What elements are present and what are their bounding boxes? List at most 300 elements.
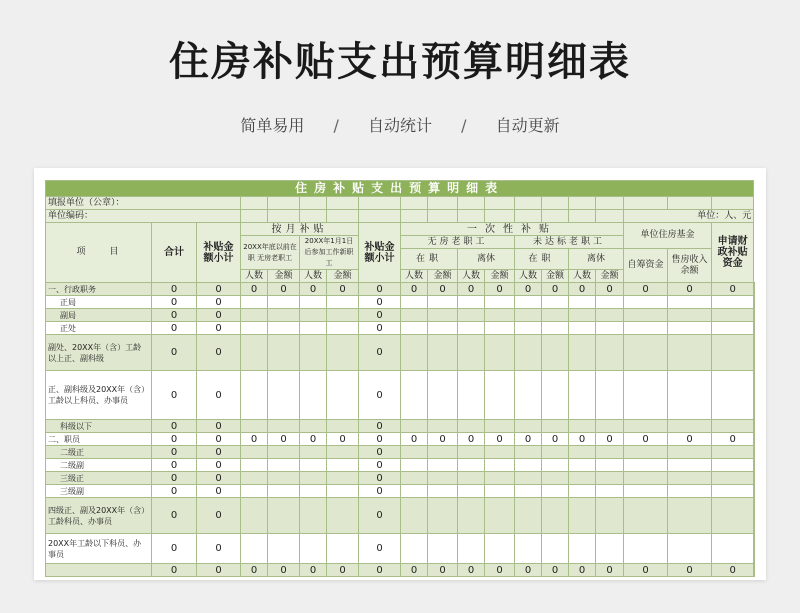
table-cell bbox=[515, 296, 542, 309]
table-cell bbox=[712, 498, 754, 534]
table-cell bbox=[712, 534, 754, 564]
table-cell: 0 bbox=[569, 564, 596, 577]
table-cell bbox=[458, 309, 485, 322]
table-cell bbox=[542, 472, 569, 485]
table-cell: 0 bbox=[596, 433, 624, 446]
table-cell: 0 bbox=[485, 564, 515, 577]
table-cell: 0 bbox=[152, 371, 197, 420]
table-cell bbox=[268, 296, 300, 309]
table-row bbox=[46, 534, 755, 564]
table-cell bbox=[569, 446, 596, 459]
table-cell bbox=[569, 485, 596, 498]
table-cell bbox=[268, 446, 300, 459]
table-cell: 0 bbox=[197, 283, 241, 296]
table-cell bbox=[485, 335, 515, 371]
table-cell: 0 bbox=[197, 485, 241, 498]
table-cell bbox=[327, 309, 359, 322]
table-cell: 0 bbox=[359, 446, 401, 459]
subtitle-item: 自动更新 bbox=[495, 116, 560, 135]
table-cell bbox=[300, 371, 327, 420]
table-cell bbox=[327, 485, 359, 498]
table-cell bbox=[485, 485, 515, 498]
header-monthly: 按月补贴 bbox=[241, 223, 359, 236]
header-amount: 金额 bbox=[542, 270, 569, 283]
currency-note: 单位：人、元 bbox=[624, 210, 754, 223]
table-cell bbox=[712, 485, 754, 498]
table-cell bbox=[268, 534, 300, 564]
header-sales-income: 售房收入余额 bbox=[668, 249, 712, 283]
table-cell bbox=[241, 446, 268, 459]
header-subsidy-subtotal: 补贴金额小计 bbox=[197, 223, 241, 283]
table-row bbox=[46, 498, 755, 534]
table-cell: 0 bbox=[197, 446, 241, 459]
table-cell bbox=[327, 420, 359, 433]
header-subsidy-subtotal-2: 补贴金额小计 bbox=[359, 223, 401, 283]
table-cell: 0 bbox=[197, 371, 241, 420]
table-cell: 0 bbox=[359, 335, 401, 371]
table-cell bbox=[624, 459, 668, 472]
table-cell bbox=[712, 322, 754, 335]
table-cell bbox=[668, 322, 712, 335]
subtitle-item: 自动统计 bbox=[367, 116, 432, 135]
table-cell bbox=[542, 309, 569, 322]
table-cell: 0 bbox=[515, 433, 542, 446]
header-amount: 金额 bbox=[596, 270, 624, 283]
table-cell bbox=[542, 420, 569, 433]
table-cell bbox=[428, 309, 458, 322]
table-cell bbox=[268, 371, 300, 420]
table-cell bbox=[515, 420, 542, 433]
table-cell bbox=[542, 322, 569, 335]
row-label: 副处、20XX年（含）工龄以上正、副科级 bbox=[46, 335, 152, 371]
budget-table bbox=[45, 180, 755, 577]
table-cell bbox=[428, 472, 458, 485]
table-cell bbox=[515, 459, 542, 472]
table-cell bbox=[327, 498, 359, 534]
table-cell: 0 bbox=[712, 433, 754, 446]
table-cell: 0 bbox=[359, 296, 401, 309]
table-cell: 0 bbox=[152, 459, 197, 472]
table-cell bbox=[327, 335, 359, 371]
table-cell bbox=[300, 459, 327, 472]
table-cell bbox=[401, 498, 428, 534]
table-cell: 0 bbox=[152, 534, 197, 564]
table-cell: 0 bbox=[359, 283, 401, 296]
table-cell bbox=[485, 296, 515, 309]
row-label: 正、副科级及20XX年（含）工龄以上科员、办事员 bbox=[46, 371, 152, 420]
row-label: 20XX年工龄以下科员、办事员 bbox=[46, 534, 152, 564]
table-cell: 0 bbox=[569, 433, 596, 446]
table-cell: 0 bbox=[359, 433, 401, 446]
header-amount: 金额 bbox=[268, 270, 300, 283]
table-cell bbox=[596, 296, 624, 309]
table-cell bbox=[458, 472, 485, 485]
table-cell bbox=[624, 446, 668, 459]
table-cell: 0 bbox=[197, 459, 241, 472]
table-cell bbox=[428, 296, 458, 309]
table-cell bbox=[569, 371, 596, 420]
table-cell: 0 bbox=[197, 498, 241, 534]
table-cell bbox=[241, 371, 268, 420]
table-cell: 0 bbox=[485, 283, 515, 296]
page-subtitle bbox=[0, 113, 800, 136]
row-label: 二级副 bbox=[46, 459, 152, 472]
table-cell bbox=[754, 498, 755, 534]
table-cell: 0 bbox=[596, 283, 624, 296]
table-cell: 0 bbox=[712, 564, 754, 577]
table-cell bbox=[596, 459, 624, 472]
table-cell: 0 bbox=[241, 564, 268, 577]
table-cell bbox=[754, 472, 755, 485]
table-cell bbox=[596, 309, 624, 322]
table-cell bbox=[401, 420, 428, 433]
table-cell bbox=[485, 446, 515, 459]
table-cell bbox=[241, 485, 268, 498]
table-cell bbox=[668, 498, 712, 534]
table-cell bbox=[596, 472, 624, 485]
table-cell bbox=[569, 459, 596, 472]
table-cell bbox=[754, 335, 755, 371]
table-cell: 0 bbox=[359, 534, 401, 564]
table-cell bbox=[401, 485, 428, 498]
table-cell bbox=[712, 309, 754, 322]
table-cell: 0 bbox=[152, 564, 197, 577]
table-cell bbox=[668, 472, 712, 485]
table-cell bbox=[754, 564, 755, 577]
table-cell bbox=[668, 446, 712, 459]
table-cell: 0 bbox=[327, 283, 359, 296]
table-banner: 住房补贴支出预算明细表 bbox=[46, 181, 754, 197]
table-cell: 0 bbox=[268, 564, 300, 577]
table-cell: 0 bbox=[152, 472, 197, 485]
table-row bbox=[46, 459, 755, 472]
table-cell bbox=[485, 472, 515, 485]
table-cell bbox=[300, 446, 327, 459]
table-cell bbox=[515, 498, 542, 534]
table-cell bbox=[327, 371, 359, 420]
table-cell bbox=[712, 472, 754, 485]
table-cell bbox=[458, 335, 485, 371]
table-cell bbox=[300, 472, 327, 485]
header-people: 人数 bbox=[300, 270, 327, 283]
table-row bbox=[46, 335, 755, 371]
table-cell bbox=[458, 485, 485, 498]
table-cell bbox=[754, 534, 755, 564]
subtitle-separator: / bbox=[333, 116, 339, 135]
table-cell bbox=[569, 296, 596, 309]
table-cell bbox=[458, 322, 485, 335]
header-people: 人数 bbox=[241, 270, 268, 283]
header-amount: 金额 bbox=[485, 270, 515, 283]
table-cell bbox=[569, 498, 596, 534]
table-cell: 0 bbox=[359, 420, 401, 433]
table-cell bbox=[428, 534, 458, 564]
table-cell: 0 bbox=[624, 433, 668, 446]
table-cell: 0 bbox=[152, 296, 197, 309]
table-cell: 0 bbox=[359, 322, 401, 335]
table-row bbox=[46, 472, 755, 485]
subtitle-item: 简单易用 bbox=[240, 116, 305, 135]
table-cell: 0 bbox=[542, 283, 569, 296]
table-cell bbox=[712, 335, 754, 371]
header-people: 人数 bbox=[569, 270, 596, 283]
table-cell bbox=[515, 309, 542, 322]
table-cell bbox=[428, 371, 458, 420]
table-cell: 0 bbox=[241, 433, 268, 446]
table-cell bbox=[624, 335, 668, 371]
table-cell bbox=[300, 420, 327, 433]
table-cell bbox=[458, 498, 485, 534]
table-cell bbox=[268, 335, 300, 371]
header-total: 合计 bbox=[152, 223, 197, 283]
table-cell bbox=[542, 485, 569, 498]
table-cell: 0 bbox=[569, 283, 596, 296]
page-title: 住房补贴支出预算明细表 bbox=[169, 39, 631, 85]
header-no-house-old: 无房老职工 bbox=[401, 236, 515, 249]
table-cell bbox=[624, 371, 668, 420]
table-cell: 0 bbox=[624, 283, 668, 296]
table-cell bbox=[754, 459, 755, 472]
row-label: 正局 bbox=[46, 296, 152, 309]
table-row bbox=[46, 322, 755, 335]
header-people: 人数 bbox=[515, 270, 542, 283]
table-cell bbox=[596, 446, 624, 459]
table-cell: 0 bbox=[197, 564, 241, 577]
table-cell bbox=[542, 534, 569, 564]
table-cell: 0 bbox=[152, 433, 197, 446]
table-cell bbox=[596, 485, 624, 498]
header-apply-finance: 申请财政补贴资金 bbox=[712, 223, 754, 283]
table-cell bbox=[668, 420, 712, 433]
table-cell bbox=[668, 335, 712, 371]
table-cell bbox=[754, 322, 755, 335]
header-housing-fund: 单位住房基金 bbox=[624, 223, 712, 249]
table-cell: 0 bbox=[485, 433, 515, 446]
row-label: 三级副 bbox=[46, 485, 152, 498]
table-cell bbox=[401, 459, 428, 472]
table-cell bbox=[485, 534, 515, 564]
table-row bbox=[46, 309, 755, 322]
table-cell: 0 bbox=[197, 296, 241, 309]
table-cell bbox=[300, 322, 327, 335]
table-cell: 0 bbox=[300, 433, 327, 446]
table-cell: 0 bbox=[359, 472, 401, 485]
table-cell: 0 bbox=[428, 433, 458, 446]
table-cell bbox=[241, 335, 268, 371]
row-label: 副局 bbox=[46, 309, 152, 322]
table-cell bbox=[327, 534, 359, 564]
table-cell: 0 bbox=[458, 564, 485, 577]
table-cell bbox=[485, 498, 515, 534]
row-label: 三级正 bbox=[46, 472, 152, 485]
header-before-20xx: 20XX年底以前在职 无房老职工 bbox=[241, 236, 300, 270]
table-cell bbox=[401, 534, 428, 564]
table-cell bbox=[596, 371, 624, 420]
header-people: 人数 bbox=[458, 270, 485, 283]
table-cell bbox=[712, 420, 754, 433]
table-cell: 0 bbox=[197, 472, 241, 485]
table-cell bbox=[268, 309, 300, 322]
code-label: 单位编码： bbox=[46, 210, 241, 223]
table-cell bbox=[515, 322, 542, 335]
table-cell bbox=[542, 498, 569, 534]
table-cell: 0 bbox=[241, 283, 268, 296]
table-row bbox=[46, 371, 755, 420]
table-cell bbox=[268, 485, 300, 498]
spreadsheet-card bbox=[34, 168, 766, 580]
table-cell: 0 bbox=[300, 564, 327, 577]
header-retired: 离休 bbox=[569, 249, 624, 270]
header-after-20xx: 20XX年1月1日后参加工作新职工 bbox=[300, 236, 359, 270]
table-row bbox=[46, 446, 755, 459]
table-cell: 0 bbox=[197, 534, 241, 564]
table-cell: 0 bbox=[152, 498, 197, 534]
table-cell bbox=[428, 322, 458, 335]
table-cell bbox=[596, 534, 624, 564]
table-row bbox=[46, 564, 755, 577]
table-cell bbox=[624, 420, 668, 433]
table-cell bbox=[515, 446, 542, 459]
table-cell bbox=[624, 309, 668, 322]
table-cell: 0 bbox=[668, 564, 712, 577]
table-cell bbox=[542, 296, 569, 309]
table-cell bbox=[401, 309, 428, 322]
table-cell bbox=[515, 485, 542, 498]
table-cell: 0 bbox=[458, 433, 485, 446]
table-cell: 0 bbox=[401, 283, 428, 296]
table-cell bbox=[754, 296, 755, 309]
table-cell: 0 bbox=[401, 433, 428, 446]
table-cell bbox=[668, 534, 712, 564]
table-cell bbox=[428, 335, 458, 371]
table-cell bbox=[754, 371, 755, 420]
header-people: 人数 bbox=[401, 270, 428, 283]
table-cell: 0 bbox=[359, 459, 401, 472]
table-cell bbox=[712, 371, 754, 420]
table-cell bbox=[712, 459, 754, 472]
table-cell: 0 bbox=[428, 564, 458, 577]
table-cell bbox=[401, 296, 428, 309]
table-cell bbox=[268, 322, 300, 335]
table-cell bbox=[754, 420, 755, 433]
table-cell bbox=[401, 446, 428, 459]
table-cell: 0 bbox=[268, 433, 300, 446]
table-cell: 0 bbox=[359, 485, 401, 498]
table-cell bbox=[300, 296, 327, 309]
table-cell: 0 bbox=[152, 283, 197, 296]
table-cell bbox=[542, 446, 569, 459]
header-amount: 金额 bbox=[428, 270, 458, 283]
header-item: 项 目 bbox=[46, 223, 152, 283]
table-cell bbox=[712, 446, 754, 459]
table-cell: 0 bbox=[152, 322, 197, 335]
table-cell bbox=[754, 446, 755, 459]
table-cell: 0 bbox=[197, 433, 241, 446]
table-cell: 0 bbox=[152, 485, 197, 498]
table-cell bbox=[624, 322, 668, 335]
table-cell bbox=[515, 371, 542, 420]
table-cell bbox=[624, 296, 668, 309]
table-cell bbox=[458, 534, 485, 564]
spreadsheet bbox=[45, 180, 755, 580]
row-label: 二、职员 bbox=[46, 433, 152, 446]
table-cell: 0 bbox=[712, 283, 754, 296]
table-cell: 0 bbox=[668, 283, 712, 296]
table-cell bbox=[327, 472, 359, 485]
row-label: 四级正、副及20XX年（含）工龄科员、办事员 bbox=[46, 498, 152, 534]
table-cell bbox=[668, 459, 712, 472]
unit-label: 填报单位（公章）： bbox=[46, 197, 241, 210]
table-cell: 0 bbox=[268, 283, 300, 296]
row-label: 正处 bbox=[46, 322, 152, 335]
table-cell: 0 bbox=[428, 283, 458, 296]
table-cell bbox=[485, 309, 515, 322]
table-cell: 0 bbox=[359, 498, 401, 534]
table-row bbox=[46, 420, 755, 433]
table-cell: 0 bbox=[197, 335, 241, 371]
table-cell: 0 bbox=[542, 564, 569, 577]
table-cell: 0 bbox=[327, 564, 359, 577]
table-cell bbox=[596, 335, 624, 371]
table-cell bbox=[569, 322, 596, 335]
table-cell bbox=[624, 472, 668, 485]
table-cell bbox=[428, 485, 458, 498]
table-cell: 0 bbox=[152, 309, 197, 322]
table-cell bbox=[327, 459, 359, 472]
table-cell bbox=[458, 296, 485, 309]
table-body bbox=[46, 181, 755, 577]
table-cell bbox=[241, 296, 268, 309]
table-cell bbox=[624, 498, 668, 534]
table-cell bbox=[241, 534, 268, 564]
table-cell: 0 bbox=[152, 335, 197, 371]
table-cell bbox=[300, 335, 327, 371]
table-cell: 0 bbox=[359, 564, 401, 577]
table-cell bbox=[668, 296, 712, 309]
table-cell bbox=[458, 371, 485, 420]
table-cell bbox=[428, 420, 458, 433]
table-cell: 0 bbox=[197, 322, 241, 335]
table-cell bbox=[241, 309, 268, 322]
table-cell bbox=[515, 335, 542, 371]
table-cell bbox=[596, 498, 624, 534]
table-cell bbox=[542, 459, 569, 472]
table-cell: 0 bbox=[542, 433, 569, 446]
row-label: 二级正 bbox=[46, 446, 152, 459]
table-cell: 0 bbox=[624, 564, 668, 577]
table-cell: 0 bbox=[152, 420, 197, 433]
table-cell bbox=[300, 534, 327, 564]
table-cell bbox=[485, 322, 515, 335]
header-one-time: 一次性补贴 bbox=[401, 223, 624, 236]
table-cell bbox=[458, 459, 485, 472]
table-cell: 0 bbox=[197, 420, 241, 433]
table-cell bbox=[668, 371, 712, 420]
table-cell: 0 bbox=[515, 283, 542, 296]
table-row bbox=[46, 433, 755, 446]
table-row bbox=[46, 296, 755, 309]
table-cell: 0 bbox=[152, 446, 197, 459]
table-cell bbox=[241, 459, 268, 472]
table-cell: 0 bbox=[300, 283, 327, 296]
table-cell: 0 bbox=[197, 309, 241, 322]
table-cell bbox=[428, 498, 458, 534]
header-in-service: 在职 bbox=[401, 249, 458, 270]
table-cell bbox=[542, 335, 569, 371]
table-cell bbox=[596, 322, 624, 335]
table-row bbox=[46, 485, 755, 498]
table-cell bbox=[327, 296, 359, 309]
